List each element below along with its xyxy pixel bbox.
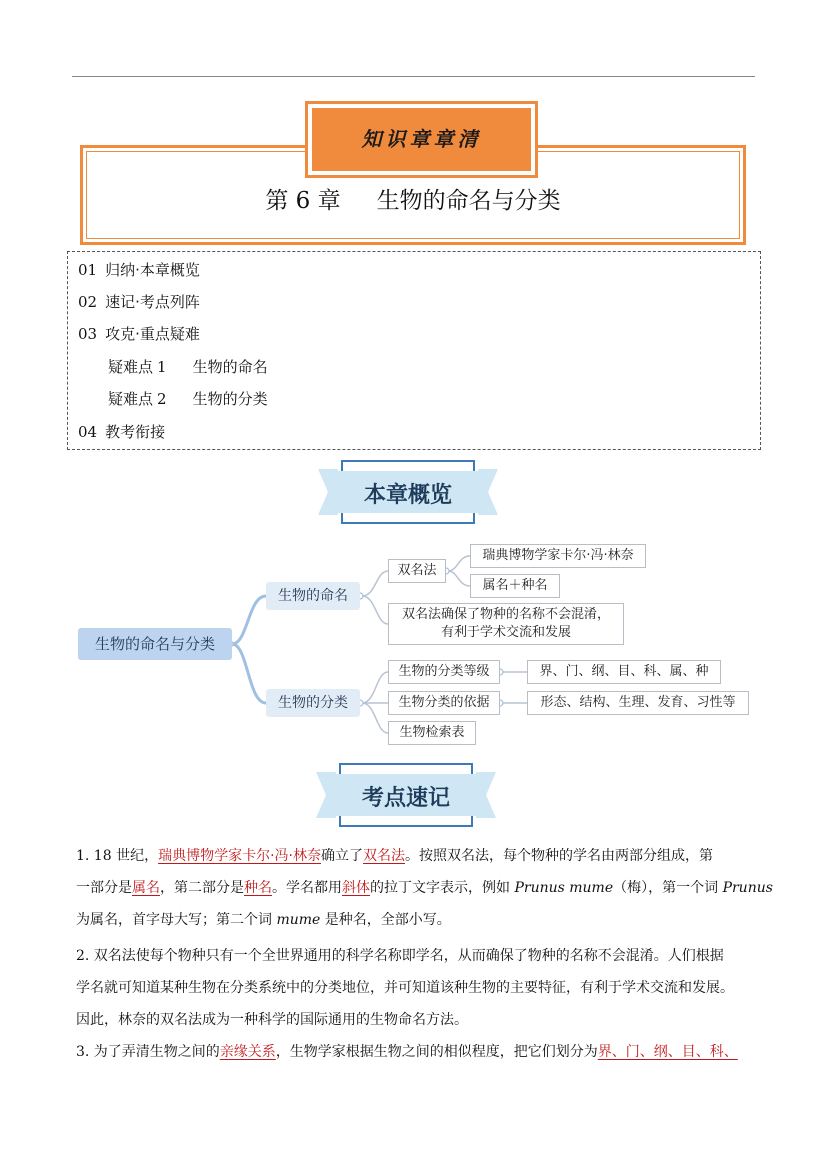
mindmap-node-basis: 生物分类的依据: [388, 691, 500, 715]
mindmap-node-genus-species: 属名＋种名: [470, 574, 560, 598]
mindmap-node-naming: 生物的命名: [266, 582, 360, 610]
highlight-species: 种名: [244, 880, 272, 896]
keypoint-1-line-1: 1. 18 世纪，瑞典博物学家卡尔·冯·林奈确立了双名法。按照双名法，每个物种的学名由两部分组成，第: [76, 848, 713, 864]
toc-item-03[interactable]: 03 攻克·重点疑难: [78, 325, 200, 343]
keypoints-banner-label: 考点速记: [361, 786, 450, 811]
chapter-name: 生物的命名与分类: [376, 188, 561, 214]
mindmap-node-binomial-benefit: 双名法确保了物种的名称不会混淆， 有利于学术交流和发展: [388, 603, 624, 645]
mindmap-node-ranks-detail: 界、门、纲、目、科、属、种: [527, 660, 721, 684]
toc-item-01[interactable]: 01 归纳·本章概览: [78, 261, 200, 279]
keypoint-2-line-3: 因此，林奈的双名法成为一种科学的国际通用的生物命名方法。: [76, 1012, 468, 1028]
keypoint-1-line-3: 为属名，首字母大写；第二个词 mume 是种名，全部小写。: [76, 912, 451, 928]
section-tab-label: 知识章章清: [361, 127, 482, 151]
keypoint-1-line-2: 一部分是属名，第二部分是种名。学名都用斜体的拉丁文字表示，例如 Prunus mume（梅），第一个词 Prunus: [76, 880, 773, 896]
chapter-number: 第 6 章: [265, 188, 341, 214]
keypoint-2-line-2: 学名就可知道某种生物在分类系统中的分类地位，并可知道该种生物的主要特征，有利于学术交流和发展。: [76, 980, 734, 996]
highlight-italic: 斜体: [342, 880, 370, 896]
toc-item-02[interactable]: 02 速记·考点列阵: [78, 293, 200, 311]
mindmap-node-key: 生物检索表: [388, 721, 476, 745]
mindmap-root: 生物的命名与分类: [78, 628, 232, 660]
mindmap-node-classification: 生物的分类: [266, 689, 360, 717]
highlight-kinship: 亲缘关系: [219, 1044, 276, 1060]
overview-banner-label: 本章概览: [363, 483, 452, 508]
highlight-genus: 属名: [132, 880, 160, 896]
keypoint-3-line-1: 3. 为了弄清生物之间的亲缘关系，生物学家根据生物之间的相似程度，把它们划分为界、门、纲、目、科、: [76, 1044, 738, 1060]
mindmap-node-binomial: 双名法: [388, 559, 446, 583]
mindmap-node-basis-detail: 形态、结构、生理、发育、习性等: [527, 691, 749, 715]
toc-item-04[interactable]: 04 教考衔接: [78, 423, 166, 441]
highlight-binomial: 双名法: [362, 848, 405, 864]
mindmap-node-ranks: 生物的分类等级: [388, 660, 500, 684]
highlight-linnaeus: 瑞典博物学家卡尔·冯·林奈: [158, 848, 321, 864]
highlight-ranks: 界、门、纲、目、科、: [597, 1044, 738, 1060]
toc-subitem-1[interactable]: 疑难点 1 生物的命名: [108, 358, 268, 376]
mindmap-node-linnaeus: 瑞典博物学家卡尔·冯·林奈: [470, 544, 646, 568]
toc-subitem-2[interactable]: 疑难点 2 生物的分类: [108, 390, 268, 408]
keypoint-2-line-1: 2. 双名法使每个物种只有一个全世界通用的科学名称即学名，从而确保了物种的名称不会混淆。人们根据: [76, 948, 724, 964]
